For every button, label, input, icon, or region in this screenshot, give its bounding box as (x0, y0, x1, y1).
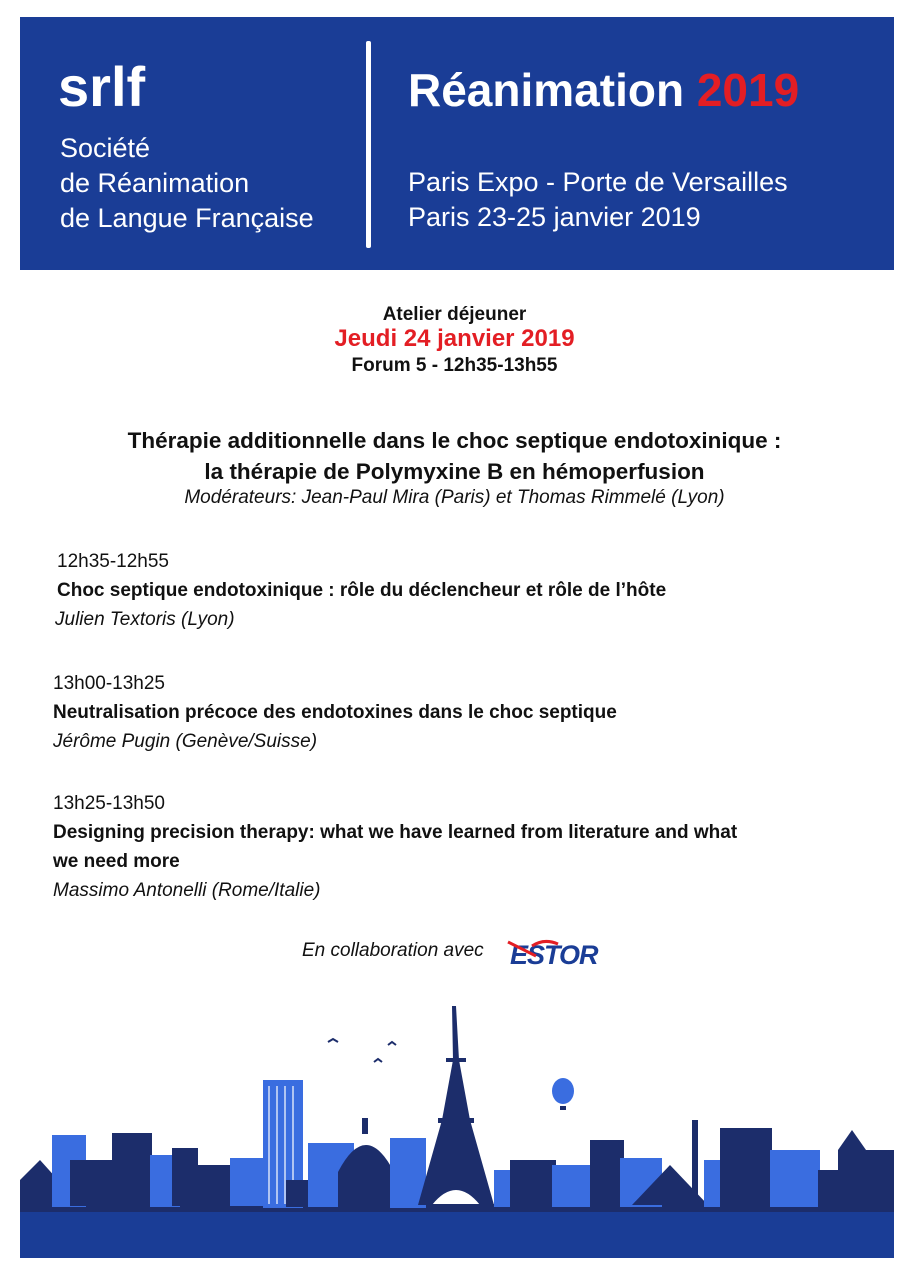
srlf-brand: srlf (58, 55, 146, 118)
header-divider (366, 41, 371, 248)
building (230, 1158, 264, 1206)
session-title: Neutralisation précoce des endotoxines dans le choc septique (53, 702, 617, 723)
session-title: Choc septique endotoxinique : rôle du déclencheur et rôle de l’hôte (57, 580, 667, 601)
obelisk (692, 1120, 698, 1206)
session-item (53, 790, 883, 905)
building (770, 1150, 820, 1207)
society-line: de Réanimation (60, 168, 250, 198)
collaboration-text: En collaboration avec (302, 940, 484, 961)
eiffel-tower (418, 1006, 494, 1205)
event-title (408, 64, 800, 116)
building (866, 1150, 894, 1207)
eiffel-platform (446, 1058, 466, 1062)
event-year: 2019 (696, 64, 800, 116)
event-venue (408, 165, 788, 235)
society-line: Société (60, 133, 151, 163)
event-name: Réanimation (408, 64, 685, 116)
venue-line: Paris Expo - Porte de Versailles (408, 167, 788, 197)
society-line: de Langue Française (60, 203, 314, 233)
bird-icon (328, 1039, 338, 1042)
title-line: la thérapie de Polymyxine B en hémoperfusion (204, 459, 705, 484)
ground-band (20, 1211, 894, 1258)
notre-dame-tower (112, 1133, 152, 1169)
bird-icon (374, 1059, 382, 1062)
paris-skyline-illustration (0, 1000, 909, 1276)
eiffel-platform (438, 1118, 474, 1123)
session-time: 13h00-13h25 (53, 673, 165, 694)
building (510, 1160, 556, 1207)
church (838, 1130, 866, 1206)
session-speaker: Julien Textoris (Lyon) (55, 609, 235, 630)
building (720, 1128, 772, 1208)
balloon-basket (560, 1106, 566, 1110)
session-time: 12h35-12h55 (57, 551, 169, 572)
workshop-title (0, 425, 909, 487)
session-title-line: Designing precision therapy: what we have learned from literature and what (53, 822, 738, 843)
bird-icon (388, 1042, 396, 1045)
session-time: 13h25-13h50 (53, 793, 165, 814)
session-speaker: Jérôme Pugin (Genève/Suisse) (53, 731, 318, 752)
building (552, 1165, 592, 1207)
atelier-label: Atelier déjeuner (382, 304, 527, 325)
workshop-date: Jeudi 24 janvier 2019 (334, 325, 575, 352)
dome-lantern (362, 1118, 368, 1134)
session-item (53, 670, 883, 756)
header-banner (20, 17, 894, 270)
title-line: Thérapie additionnelle dans le choc septique endotoxinique : (127, 428, 782, 453)
estor-logo (506, 934, 610, 970)
moderators: Modérateurs: Jean-Paul Mira (Paris) et Thomas Rimmelé (Lyon) (184, 487, 725, 508)
session-title (53, 818, 883, 876)
session-item (57, 548, 887, 634)
building (172, 1148, 198, 1206)
session-speaker: Massimo Antonelli (Rome/Italie) (53, 880, 321, 901)
society-name (60, 131, 314, 236)
venue-line: Paris 23-25 janvier 2019 (408, 202, 701, 232)
forum-time: Forum 5 - 12h35-13h55 (351, 355, 558, 376)
session-title-line: we need more (53, 851, 180, 872)
building (590, 1140, 624, 1207)
hot-air-balloon-icon (552, 1078, 574, 1104)
logo-text: ESTOR (510, 940, 598, 970)
